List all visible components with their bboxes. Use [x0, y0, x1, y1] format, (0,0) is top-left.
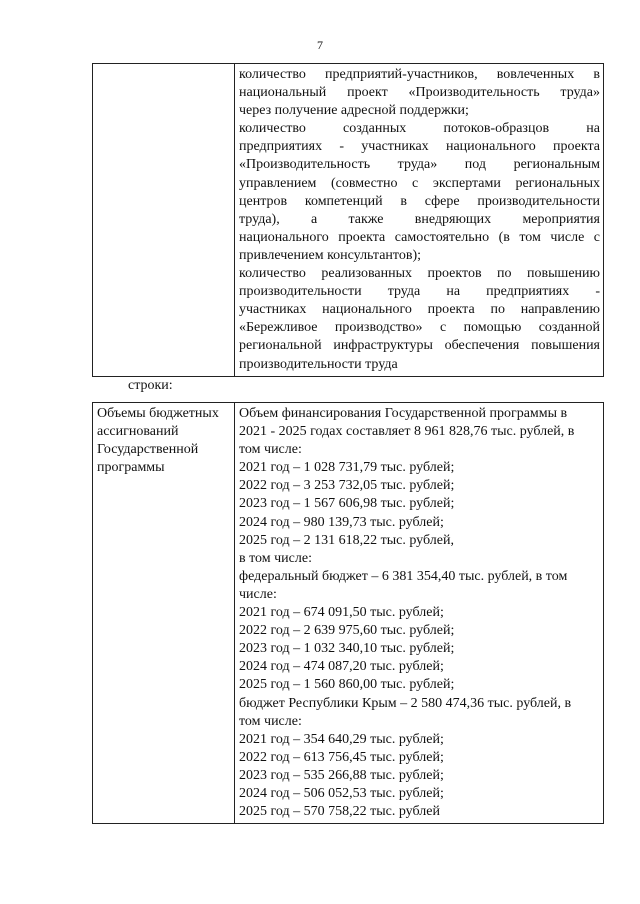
budget-line: 2022 год – 3 253 732,05 тыс. рублей; [239, 478, 455, 494]
text-line: количество созданных потоков-образцов на [239, 121, 600, 137]
text-line: труда), а также внедряющих мероприятия [239, 211, 600, 227]
top-table-right-cell [235, 64, 604, 377]
budget-line: 2025 год – 570 758,22 тыс. рублей [239, 804, 440, 820]
text-line: количество предприятий-участников, вовлеченных в [239, 67, 600, 82]
indicator-paragraph-lean-projects [239, 265, 600, 374]
budget-line: 2021 - 2025 годах составляет 8 961 828,76 тыс. рублей, в [239, 424, 575, 440]
text-line: «Бережливое производство» с помощью созданной [239, 320, 600, 336]
budget-line: 2025 год – 1 560 860,00 тыс. рублей; [239, 677, 455, 693]
budget-line: 2022 год – 613 756,45 тыс. рублей; [239, 749, 444, 765]
indicator-paragraph-enterprises [239, 66, 600, 120]
label-line: ассигнований [97, 424, 179, 440]
budget-line: 2023 год – 535 266,88 тыс. рублей; [239, 767, 444, 783]
text-line: управлением (совместно с экспертами региональных [239, 175, 600, 191]
top-table [92, 63, 604, 377]
label-line: программы [97, 460, 165, 476]
budget-line: 2022 год – 2 639 975,60 тыс. рублей; [239, 623, 455, 639]
table-row [93, 403, 604, 824]
label-line: Объемы бюджетных [97, 406, 219, 421]
text-line: производительности труда [239, 356, 398, 372]
budget-line: 2024 год – 474 087,20 тыс. рублей; [239, 659, 444, 675]
budget-table [92, 402, 604, 824]
text-line: через получение адресной поддержки; [239, 103, 469, 119]
budget-line: 2021 год – 354 640,29 тыс. рублей; [239, 731, 444, 747]
budget-line: 2021 год – 1 028 731,79 тыс. рублей; [239, 460, 455, 476]
budget-line: бюджет Республики Крым – 2 580 474,36 тыс. рублей, в [239, 695, 572, 711]
budget-line: том числе: [239, 442, 302, 458]
budget-line: федеральный бюджет – 6 381 354,40 тыс. рублей, в том [239, 568, 568, 584]
text-line: национальный проект «Производительность труда» [239, 85, 600, 101]
budget-table-label-cell [93, 403, 235, 824]
text-line: «Производительность труда» под региональным [239, 157, 600, 173]
budget-line: 2023 год – 1 032 340,10 тыс. рублей; [239, 641, 455, 657]
text-line: привлечением консультантов); [239, 247, 421, 263]
text-line: количество реализованных проектов по повышению [239, 266, 600, 282]
text-line: участниках национального проекта по направлению [239, 302, 600, 318]
budget-line: 2025 год – 2 131 618,22 тыс. рублей, [239, 532, 454, 548]
budget-lines [239, 405, 600, 821]
text-line: предприятиях - участниках национального проекта [239, 139, 600, 155]
rows-label: строки: [128, 378, 173, 393]
label-line: Государственной [97, 442, 199, 458]
table-row [93, 64, 604, 377]
budget-line: 2023 год – 1 567 606,98 тыс. рублей; [239, 496, 455, 512]
budget-line: в том числе: [239, 550, 312, 566]
text-line: региональной инфраструктуры обеспечения повышения [239, 338, 600, 354]
budget-line: том числе: [239, 713, 302, 729]
budget-line: 2024 год – 506 052,53 тыс. рублей; [239, 785, 444, 801]
budget-line: 2021 год – 674 091,50 тыс. рублей; [239, 605, 444, 621]
top-table-left-cell [93, 64, 235, 377]
text-line: национального проекта самостоятельно (в том числе с [239, 229, 600, 245]
budget-table-value-cell [235, 403, 604, 824]
indicator-paragraph-sample-flows [239, 120, 600, 265]
budget-line: числе: [239, 586, 277, 602]
page-number: 7 [317, 38, 323, 52]
text-line: производительности труда на предприятиях - [239, 284, 600, 300]
budget-line: 2024 год – 980 139,73 тыс. рублей; [239, 514, 444, 530]
budget-line: Объем финансирования Государственной программы в [239, 406, 568, 421]
text-line: центров компетенций в сфере производительности [239, 193, 600, 209]
